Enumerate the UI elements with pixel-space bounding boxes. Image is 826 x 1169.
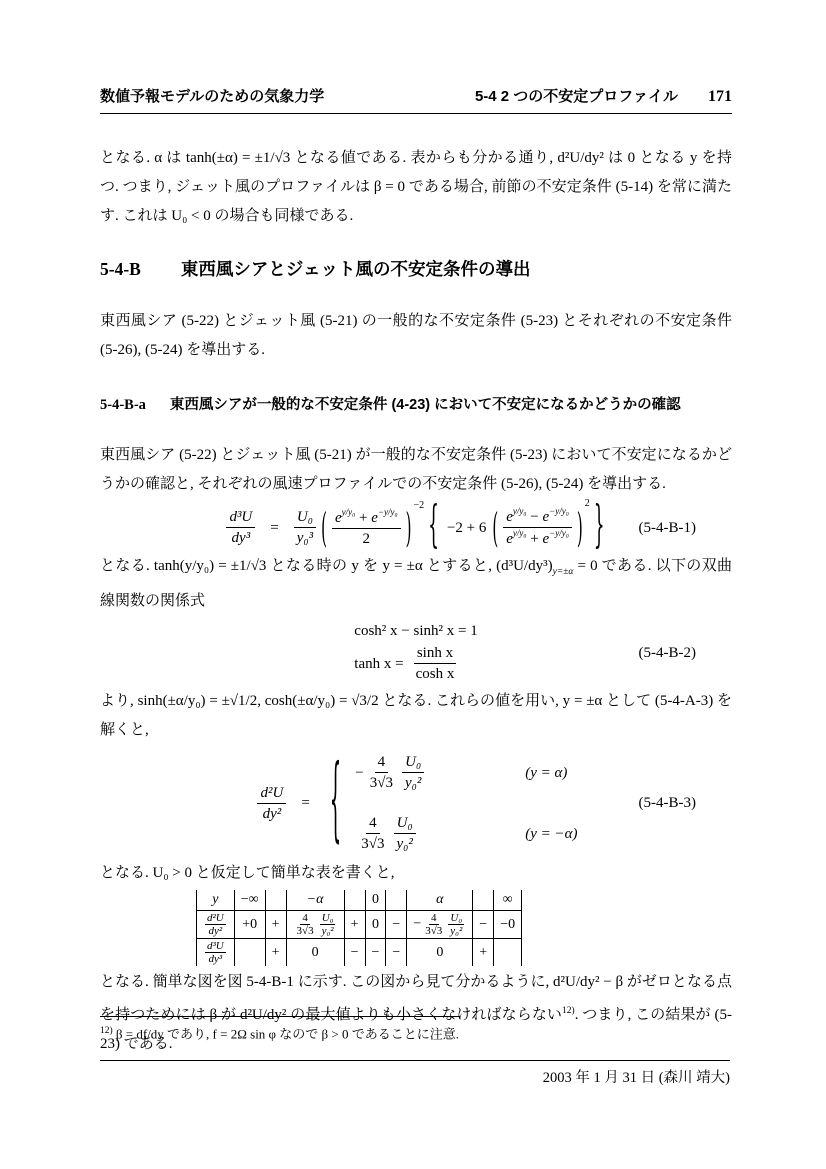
equals-sign: =	[270, 519, 279, 536]
table-cell	[344, 890, 365, 911]
subsection-heading-5-4-B-a	[100, 395, 732, 415]
paragraph-before-table: となる. U₀ > 0 と仮定して簡単な表を書くと,	[100, 865, 395, 881]
close-brace: }	[593, 497, 605, 556]
header-right	[475, 88, 732, 106]
header-section-title: 5-4 2 つの不安定プロファイル	[474, 88, 678, 105]
fraction-d3U-dy3: $\frac{\text{d³U}}{\text{dy³}}$	[226, 508, 255, 547]
footnote-reference: 12)	[562, 1006, 575, 1016]
sign-table-wrapper	[196, 890, 732, 966]
table-cell	[494, 939, 522, 967]
paragraph-after-eq1: となる. tanh(y/y₀) = ±1/√3 となる時の y を y = ±α とすると, $(d^3U/dy^3)_{y=\pm\alpha} = 0$ である. 以下の双曲線関数の関係式	[100, 558, 733, 609]
section-number: 5-4-B	[100, 259, 141, 279]
table-cell: $\frac{4}{3√3}$ $\frac{\text{U₀}}{\text{y₀²}}$	[286, 911, 344, 939]
table-cell: −	[386, 911, 407, 939]
subsection-title: 東西風シアが一般的な不安定条件 (4-23) において不安定になるかどうかの確認	[169, 397, 681, 413]
equation-5-4-B-1	[100, 497, 732, 556]
table-cell: ∞	[494, 890, 522, 911]
equation-number: (5-4-B-1)	[638, 519, 696, 536]
table-cell: −	[344, 939, 365, 967]
hyperbolic-identity-2: tanh x = $\frac{\text{sinh x}}{\text{cosh x}}$	[354, 644, 460, 683]
table-row-y	[197, 890, 522, 911]
table-cell: −	[365, 939, 386, 967]
case-condition-1: (y = α)	[525, 764, 568, 781]
sign-table	[196, 890, 522, 966]
paragraph-subsection-overview: 東西風シア (5-22) とジェット風 (5-21) が一般的な不安定条件 (5-23) において不安定になるかどうかの確認と, それぞれの風速プロファイルでの不安定条件 (5-26), (5-24) を導出する.	[100, 447, 732, 492]
table-row-d3U	[197, 939, 522, 967]
equation-number: (5-4-B-2)	[638, 644, 696, 661]
footnote-marker: 12)	[100, 1026, 113, 1036]
table-cell	[234, 939, 265, 967]
table-cell	[265, 890, 286, 911]
close-paren: )	[405, 503, 412, 552]
paragraph-after-table: となる. 簡単な図を図 5-4-B-1 に示す. この図から見て分かるように, d²U/dy² − β がゼロとなる点を持つためには β が d²U/dy² の最大値よりも小さくなければならない$^{12)}$. つまり, この結果が (5-23) である.	[100, 974, 732, 1052]
equation-5-4-B-2	[100, 622, 732, 683]
section-heading-5-4-B	[100, 257, 732, 281]
table-cell: +0	[234, 911, 265, 939]
paragraph-after-eq2: より, sinh(±α/y₀) = ±√1/2, cosh(±α/y₀) = √3/2 となる. これらの値を用い, y = ±α として (5-4-A-3) を解くと,	[100, 693, 732, 738]
open-paren: (	[492, 503, 499, 552]
section-title: 東西風シアとジェット風の不安定条件の導出	[180, 259, 531, 279]
table-cell: +	[473, 939, 494, 967]
exponent-2: 2	[584, 497, 590, 509]
close-paren: )	[576, 503, 583, 552]
equation-body	[254, 747, 578, 856]
table-cell: 0	[407, 939, 473, 967]
fraction-4-3sqrt3: $\frac{4}{3√3}$	[369, 754, 393, 791]
footer-date: 2003 年 1 月 31 日 (森川 靖大)	[542, 1070, 730, 1086]
fraction-U0-y02: $\frac{\text{U₀}}{\text{y₀²}}$	[402, 753, 424, 792]
table-cell	[473, 890, 494, 911]
table-cell: +	[265, 911, 286, 939]
table-cell: −∞	[234, 890, 265, 911]
table-cell: −α	[286, 890, 344, 911]
page-footer	[100, 1060, 730, 1087]
table-cell: 0	[365, 911, 386, 939]
equals-sign: =	[301, 795, 310, 811]
fraction-4-3sqrt3: $\frac{4}{3√3}$	[361, 815, 385, 852]
table-cell: −0	[494, 911, 522, 939]
table-cell: 0	[365, 890, 386, 911]
table-row-d2U	[197, 911, 522, 939]
open-brace: {	[428, 497, 439, 556]
case-row-2	[355, 814, 577, 853]
hyperbolic-identity-1: cosh² x − sinh² x = 1	[354, 623, 478, 639]
paragraph-section-overview: 東西風シア (5-22) とジェット風 (5-21) の一般的な不安定条件 (5-23) とそれぞれの不安定条件 (5-26), (5-24) を導出する.	[100, 313, 732, 358]
footnote-area	[100, 1016, 732, 1043]
equation-body	[354, 622, 477, 683]
table-cell: −	[386, 939, 407, 967]
page-number: 171	[708, 88, 732, 105]
subscript-y-pm-alpha: y=±α	[552, 567, 574, 577]
fraction-U0-y02: $\frac{\text{U₀}}{\text{y₀²}}$	[393, 814, 415, 853]
header-book-title: 数値予報モデルのための気象力学	[100, 88, 325, 105]
table-cell: y	[197, 890, 235, 911]
table-cell: $\frac{\text{d³U}}{\text{dy³}}$	[197, 939, 235, 967]
table-cell: +	[344, 911, 365, 939]
page-header	[100, 88, 732, 114]
equation-body	[223, 497, 608, 556]
case-list	[355, 753, 577, 853]
table-cell: $\frac{\text{d²U}}{\text{dy²}}$	[197, 911, 235, 939]
footnote-rule	[100, 1016, 460, 1017]
fraction-cosh-form: $\frac{e^{y/y_0} + e^{-y/y_0}}{2}$	[332, 508, 401, 548]
minus-sign: −	[355, 764, 364, 781]
fraction-tanh-form: $\frac{e^{y/y_0} - e^{-y/y_0}}{e^{y/y_0} + e^{-y/y_0}}$	[503, 507, 572, 548]
open-paren: (	[321, 503, 327, 552]
table-cell: − $\frac{4}{3√3}$ $\frac{\text{U₀}}{\text{y₀²}}$	[407, 911, 473, 939]
table-cell: α	[407, 890, 473, 911]
subsection-number: 5-4-B-a	[100, 397, 146, 413]
table-cell	[386, 890, 407, 911]
fraction-U0-y03: $\frac{\text{U₀}}{\text{y₀³}}$	[294, 508, 316, 547]
exponent-minus-2: −2	[413, 499, 425, 511]
fraction-sinh-cosh: $\frac{\text{sinh x}}{\text{cosh x}}$	[415, 645, 455, 682]
equation-number: (5-4-B-3)	[638, 795, 696, 811]
brace-prefix: −2 + 6	[446, 519, 487, 536]
table-cell: 0	[286, 939, 344, 967]
paragraph-intro: となる. α は tanh(±α) = ±1/√3 となる値である. 表からも分かる通り, d²U/dy² は 0 となる y を持つ. つまり, ジェット風のプロファイルは β = 0 である場合, 前節の不安定条件 (5-14) を常に満たす. これは U₀ < 0 の場合も同様である.	[100, 150, 732, 224]
footnote-text: $^{12)}$ β = df/dy であり, f = 2Ω sin φ なので β > 0 であることに注意.	[100, 1026, 460, 1042]
page-content	[100, 88, 732, 1059]
table-cell: +	[265, 939, 286, 967]
table-cell: −	[473, 911, 494, 939]
case-row-1	[355, 753, 577, 792]
case-condition-2: (y = −α)	[525, 825, 578, 842]
fraction-d2U-dy2: $\frac{\text{d²U}}{\text{dy²}}$	[257, 784, 286, 823]
equation-5-4-B-3	[100, 747, 732, 856]
open-brace: {	[329, 747, 342, 856]
